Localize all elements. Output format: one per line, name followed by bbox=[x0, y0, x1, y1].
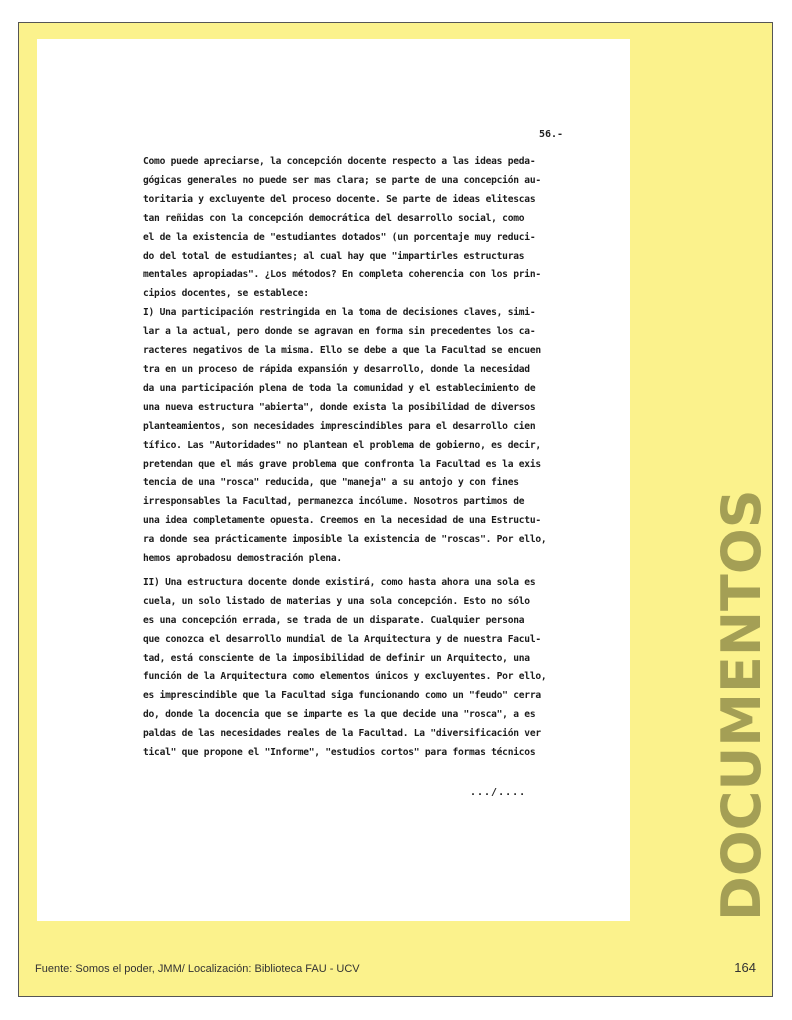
document-scan bbox=[37, 39, 630, 921]
text-line: es una concepción errada, se trada de un disparate. Cualquier persona bbox=[143, 614, 525, 626]
text-line: tan reñidas con la concepción democrática del desarrollo social, como bbox=[143, 212, 525, 224]
text-line: mentales apropiadas". ¿Los métodos? En completa coherencia con los prin- bbox=[143, 269, 541, 281]
continuation-mark: .../.... bbox=[470, 787, 527, 798]
page-frame bbox=[18, 22, 773, 997]
text-line: paldas de las necesidades reales de la Facultad. La "diversificación ver bbox=[143, 728, 541, 740]
footer-page-number: 164 bbox=[734, 960, 756, 975]
text-line: gógicas generales no puede ser mas clara; se parte de una concepción au- bbox=[143, 174, 541, 186]
text-line: tical" que propone el "Informe", "estudios cortos" para formas técnicos bbox=[143, 747, 536, 759]
text-line: tra en un proceso de rápida expansión y desarrollo, donde la necesidad bbox=[143, 363, 530, 375]
text-line: tad, está consciente de la imposibilidad de definir un Arquitecto, una bbox=[143, 652, 530, 664]
text-line: tencia de una "rosca" reducida, que "maneja" a su antojo y con fines bbox=[143, 477, 519, 489]
text-line: II) Una estructura docente donde existirá, como hasta ahora una sola es bbox=[143, 576, 536, 588]
text-line: el de la existencia de "estudiantes dotados" (un porcentaje muy reduci- bbox=[143, 231, 536, 243]
text-line: cuela, un solo listado de materias y una sola concepción. Esto no sólo bbox=[143, 595, 530, 607]
document-body bbox=[143, 153, 613, 763]
text-line: hemos aprobadosu demostración plena. bbox=[143, 553, 342, 565]
text-line: una idea completamente opuesta. Creemos en la necesidad de una Estructu- bbox=[143, 515, 541, 527]
text-line: pretendan que el más grave problema que confronta la Facultad es la exis bbox=[143, 458, 541, 470]
text-line: cipios docentes, se establece: bbox=[143, 288, 309, 300]
text-line: racteres negativos de la misma. Ello se debe a que la Facultad se encuen bbox=[143, 345, 541, 357]
source-caption: Fuente: Somos el poder, JMM/ Localización: Biblioteca FAU - UCV bbox=[35, 963, 360, 975]
text-line: planteamientos, son necesidades imprescindibles para el desarrollo cien bbox=[143, 420, 536, 432]
text-line: es imprescindible que la Facultad siga funcionando como un "feudo" cerra bbox=[143, 690, 541, 702]
text-line: función de la Arquitectura como elementos únicos y excluyentes. Por ello, bbox=[143, 671, 547, 683]
text-line: toritaria y excluyente del proceso docente. Se parte de ideas elitescas bbox=[143, 193, 536, 205]
section-label: DOCUMENTOS bbox=[710, 489, 773, 921]
text-line: irresponsables la Facultad, permanezca incólume. Nosotros partimos de bbox=[143, 496, 525, 508]
text-line: tífico. Las "Autoridades" no plantean el problema de gobierno, es decir, bbox=[143, 439, 541, 451]
text-line: I) Una participación restringida en la toma de decisiones claves, simi- bbox=[143, 307, 536, 319]
text-line: do del total de estudiantes; al cual hay que "impartirles estructuras bbox=[143, 250, 525, 262]
text-line: que conozca el desarrollo mundial de la Arquitectura y de nuestra Facul- bbox=[143, 633, 541, 645]
text-line: ra donde sea prácticamente imposible la existencia de "roscas". Por ello, bbox=[143, 534, 547, 546]
text-line: da una participación plena de toda la comunidad y el establecimiento de bbox=[143, 382, 536, 394]
text-line: Como puede apreciarse, la concepción docente respecto a las ideas peda- bbox=[143, 156, 536, 167]
document-page-number: 56.- bbox=[539, 129, 564, 140]
text-line: do, donde la docencia que se imparte es la que decide una "rosca", a es bbox=[143, 709, 536, 721]
text-line: una nueva estructura "abierta", donde exista la posibilidad de diversos bbox=[143, 401, 536, 413]
text-line: lar a la actual, pero donde se agravan en forma sin precedentes los ca- bbox=[143, 326, 536, 338]
